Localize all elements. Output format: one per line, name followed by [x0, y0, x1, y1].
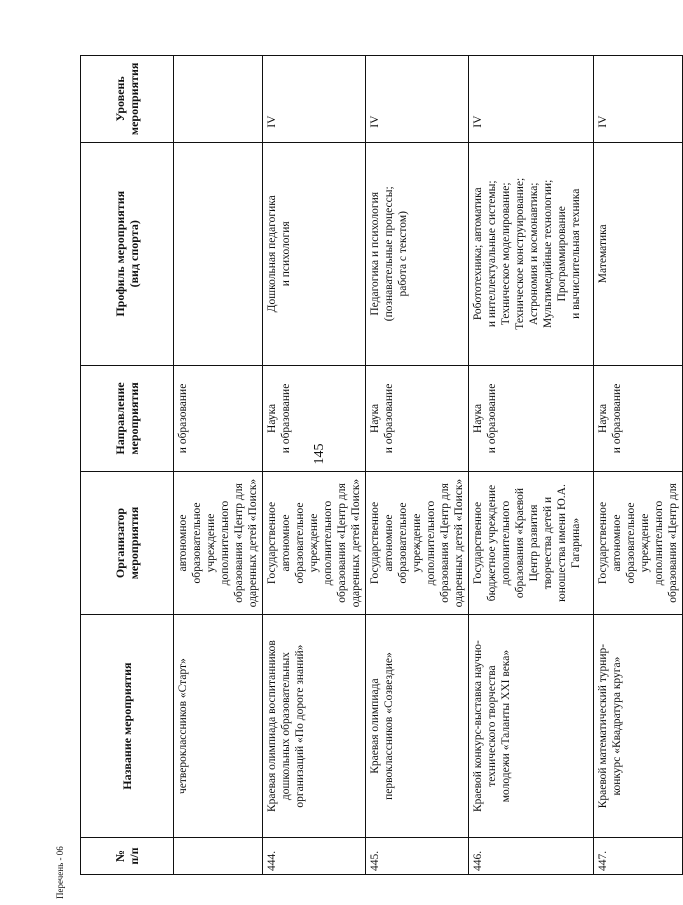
header-direction: Направление мероприятия	[81, 365, 174, 471]
table-row	[174, 56, 263, 875]
cell-direction: и образование	[174, 365, 263, 471]
cell-name: четвероклассников «Старт»	[174, 615, 263, 838]
cell-profile	[174, 142, 263, 365]
header-name: Название мероприятия	[81, 615, 174, 838]
header-num: № п/п	[81, 838, 174, 875]
footer-note: Перечень - 06	[55, 846, 65, 899]
table-header-row	[81, 56, 174, 875]
cell-name: Краевой конкурс-выставка научно- технического творчества молодежи «Таланты XXI века»	[469, 615, 594, 838]
table-row	[594, 56, 683, 875]
header-profile: Профиль мероприятия (вид спорта)	[81, 142, 174, 365]
table-row	[263, 56, 366, 875]
page-number: 145	[312, 443, 327, 465]
cell-direction: Наука и образование	[263, 365, 366, 471]
cell-profile: Педагогика и психология (познавательные процессы; работа с текстом)	[366, 142, 469, 365]
cell-profile: Математика	[594, 142, 683, 365]
cell-organizer: Государственное бюджетное учреждение дополнительного образования «Краевой Центр развития творчества детей и юношества имени Ю.А. Гагарина»	[469, 472, 594, 615]
rotated-table-wrapper	[80, 55, 679, 875]
cell-profile: Дошкольная педагогика и психология	[263, 142, 366, 365]
cell-level	[174, 56, 263, 143]
cell-direction: Наука и образование	[366, 365, 469, 471]
cell-name: Краевая олимпиада воспитанников дошкольных образовательных организаций «По дороге знаний»	[263, 615, 366, 838]
table-row	[469, 56, 594, 875]
cell-direction: Наука и образование	[469, 365, 594, 471]
cell-num: 447.	[594, 838, 683, 875]
cell-num	[174, 838, 263, 875]
cell-num: 446.	[469, 838, 594, 875]
cell-name: Краевой математический турнир- конкурс «Квадратура круга»	[594, 615, 683, 838]
cell-direction: Наука и образование	[594, 365, 683, 471]
cell-organizer: автономное образовательное учреждение дополнительного образования «Центр для одаренных детей «Поиск»	[174, 472, 263, 615]
cell-level: IV	[469, 56, 594, 143]
cell-organizer: Государственное автономное образовательное учреждение дополнительного образования «Центр для одаренных детей «Поиск»	[366, 472, 469, 615]
header-organizer: Организатор мероприятия	[81, 472, 174, 615]
header-level: Уровень мероприятия	[81, 56, 174, 143]
table-row	[366, 56, 469, 875]
cell-level: IV	[366, 56, 469, 143]
events-table	[80, 55, 683, 875]
cell-num: 444.	[263, 838, 366, 875]
cell-level: IV	[263, 56, 366, 143]
cell-level: IV	[594, 56, 683, 143]
cell-num: 445.	[366, 838, 469, 875]
cell-organizer: Государственное автономное образовательное учреждение дополнительного образования «Центр для	[594, 472, 683, 615]
cell-organizer: Государственное автономное образовательное учреждение дополнительного образования «Центр для одаренных детей «Поиск»	[263, 472, 366, 615]
cell-name: Краевая олимпиада первоклассников «Созвездие»	[366, 615, 469, 838]
cell-profile: Робототехника; автоматика и интеллектуальные системы; Техническое моделирование; Техническое конструирование; Астрономия и космонавтика; Мультимедийные технологии; Программирование и вычислительная техника	[469, 142, 594, 365]
